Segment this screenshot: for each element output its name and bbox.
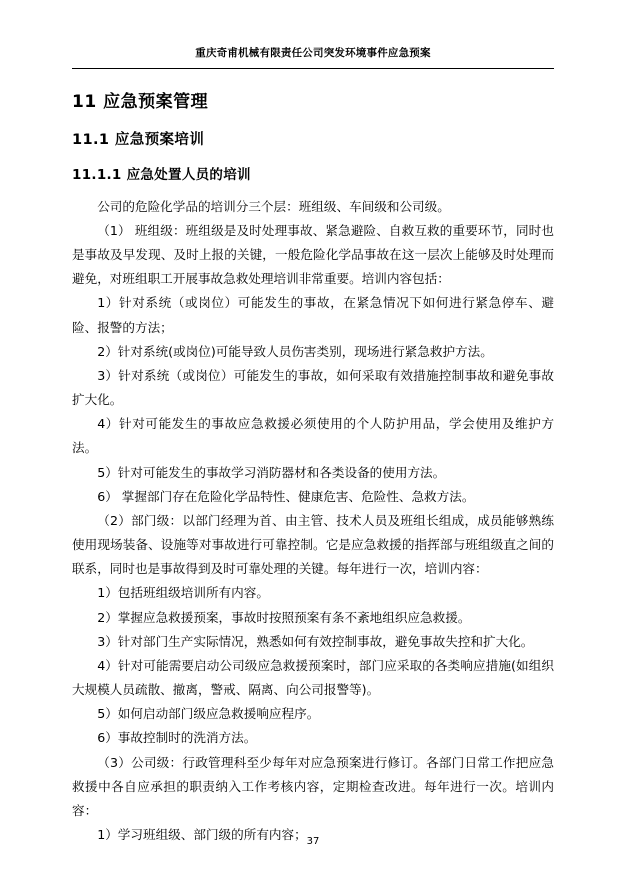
body-paragraph: 4）针对可能需要启动公司级应急救援预案时，部门应采取的各类响应措施(如组织大规模人员疏散、撤离，警戒、隔离、向公司报警等)。 (72, 657, 554, 698)
body-paragraph: 1）学习班组级、部门级的所有内容； (97, 827, 307, 843)
body-paragraph: 2）针对系统(或岗位)可能导致人员伤害类别，现场进行紧急救护方法。 (97, 343, 493, 359)
body-paragraph: （1） 班组级：班组级是及时处理事故、紧急避险、自救互救的重要环节，同时也是事故及早发现、及时上报的关键，一般危险化学品事故在这一层次上能够及时处理而避免，对班组职工开展事故急救处理培训非常重要。培训内容包括： (72, 222, 554, 287)
body-paragraph: 1）包括班组级培训所有内容。 (97, 585, 269, 601)
body-paragraph: （2）部门级：以部门经理为首、由主管、技术人员及班组长组成，成员能够熟练使用现场装备、设施等对事故进行可靠控制。它是应急救援的指挥部与班组级直之间的联系，同时也是事故得到及时可靠处理的关键。每年进行一次，培训内容： (72, 512, 554, 577)
body-paragraph: 5）如何启动部门级应急救援响应程序。 (97, 706, 320, 722)
body-paragraph: （3）公司级：行政管理科至少每年对应急预案进行修订。各部门日常工作把应急救援中各自应承担的职责纳入工作考核内容，定期检查改进。每年进行一次。培训内容： (72, 754, 554, 818)
body-paragraph: 6） 掌握部门存在危险化学品特性、健康危害、危险性、急救方法。 (97, 488, 475, 504)
body-paragraph: 4）针对可能发生的事故应急救援必须使用的个人防护用品，学会使用及维护方法。 (72, 416, 554, 456)
body-paragraph: 3）针对部门生产实际情况，熟悉如何有效控制事故，避免事故失控和扩大化。 (97, 633, 534, 649)
body-paragraph: 公司的危险化学品的培训分三个层：班组级、车间级和公司级。 (97, 198, 450, 214)
body-paragraph: 5）针对可能发生的事故学习消防器材和各类设备的使用方法。 (97, 464, 446, 480)
heading-level-3: 11.1.1 应急处置人员的培训 (72, 166, 251, 183)
body-paragraph: 3）针对系统（或岗位）可能发生的事故，如何采取有效措施控制事故和避免事故扩大化。 (72, 367, 554, 408)
header-divider (72, 68, 554, 69)
body-paragraph: 1）针对系统（或岗位）可能发生的事故，在紧急情况下如何进行紧急停车、避险、报警的方法； (72, 295, 554, 335)
heading-level-1: 11 应急预案管理 (72, 91, 209, 112)
body-paragraph: 2）掌握应急救援预案，事故时按照预案有条不紊地组织应急救援。 (97, 609, 471, 625)
running-header: 重庆奇甫机械有限责任公司突发环境事件应急预案 (195, 47, 431, 59)
page-content (72, 46, 554, 847)
heading-level-2: 11.1 应急预案培训 (72, 131, 205, 148)
body-paragraph: 6）事故控制时的洗消方法。 (97, 730, 257, 746)
page-number: 37 (306, 836, 320, 847)
